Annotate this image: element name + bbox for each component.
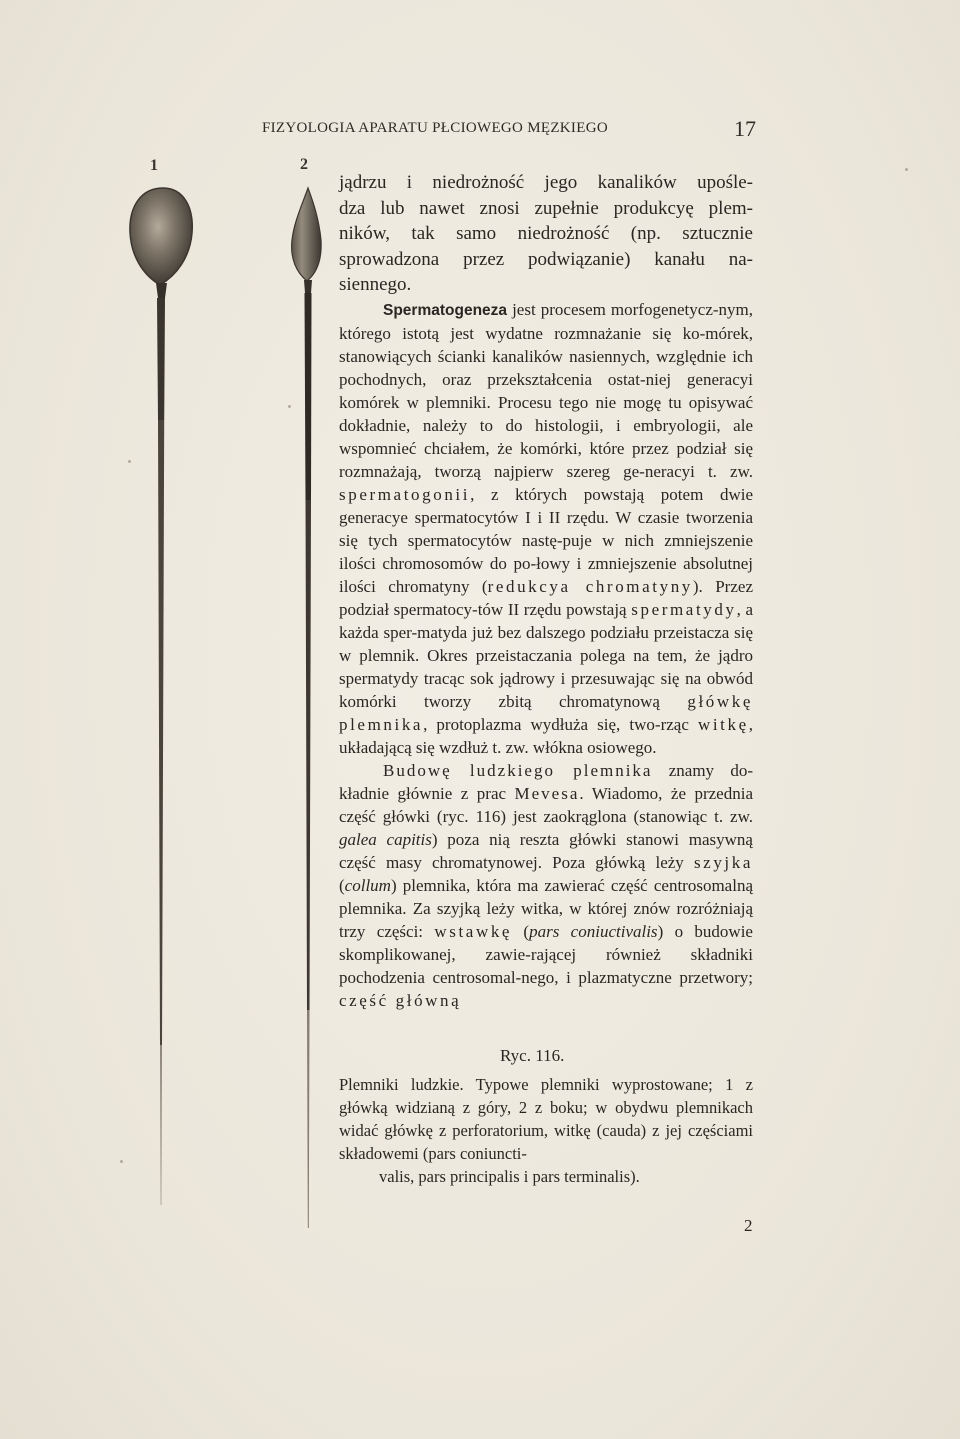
paper-speck: [905, 168, 908, 171]
sperm-2: [292, 188, 322, 1228]
term-witka: witkę: [697, 714, 749, 734]
paragraph-text: , protoplazma wydłuża się, two-rząc: [423, 714, 698, 734]
intro-line: dza lub nawet znosi zupełnie produkcyę plem-: [339, 197, 753, 219]
paper-speck: [120, 1160, 123, 1163]
paper-speck: [288, 405, 291, 408]
caption-text: [339, 1073, 753, 1188]
paragraph-text: ) o budowie skomplikowanej, zawie-rającej również składniki pochodzenia centrosomal-nego, i plazmatyczne przetwory;: [339, 921, 753, 987]
caption-last-line: valis, pars principalis i pars terminalis).: [379, 1167, 640, 1186]
running-title: FIZYOLOGIA APARATU PŁCIOWEGO MĘZKIEGO: [262, 120, 608, 136]
paragraph-text: (: [339, 875, 345, 895]
term-pars-coniuctivalis: pars coniuctivalis: [529, 921, 658, 941]
paragraph-text: . Wiadomo, że przednia część główki (ryc. 116) jest zaokrąglona (stanowiąc t. zw.: [339, 783, 753, 826]
term-wstawka: wstawkę: [434, 921, 513, 941]
paragraph-text: , z których powstają potem dwie generacye spermatocytów I i II rzędu. W czasie tworzenia się tych spermatocytów nastę-puje w nich zmniejszenie ilości chromosomów do po-łowy i zmniejszenie absolutnej ilości chromatyny (: [339, 484, 753, 596]
paragraph-text: (: [512, 921, 530, 941]
sperm-1-head: [130, 188, 192, 285]
term-spermatydy: spermatydy: [631, 599, 737, 619]
sperm-2-terminal-piece: [307, 1010, 310, 1228]
paragraph-text: ) poza nią reszta główki stanowi masywną część masy chromatynowej. Poza główką leży: [339, 829, 753, 872]
sperm-structure-paragraph: [339, 759, 753, 1012]
caption-body: Plemniki ludzkie. Typowe plemniki wyprostowane; 1 z główką widzianą z góry, 2 z boku; w obydwu plemnikach widać główkę z perforatorium, witkę (cauda) z jej częściami składowemi (pars coniuncti-: [339, 1075, 753, 1163]
term-budowa-plemnika: Budowę ludzkiego plemnika: [383, 760, 653, 780]
term-spermatogonii: spermatogonii: [339, 484, 471, 504]
intro-line: ników, tak samo niedrożność (np. sztucznie: [339, 223, 753, 245]
author-meves: Mevesa: [514, 783, 580, 803]
figure-label-2: 2: [300, 156, 308, 173]
paragraph-text: ) plemnika, która ma zawierać część centrosomalną plemnika. Za szyjką leży witka, w której znów rozróżniają trzy części:: [339, 875, 753, 941]
main-text: [339, 170, 753, 1012]
paragraph-text: ). Przez podział spermatocy-tów II rzędu powstają: [339, 576, 753, 619]
intro-paragraph: [339, 170, 753, 298]
page-number: 17: [734, 116, 756, 141]
spermatogenesis-paragraph: [339, 298, 753, 759]
term-szyjka: szyjka: [693, 852, 753, 872]
paragraph-text: , a każda sper-matyda już bez dalszego podziału przeistacza się w plemnik. Okres przeistaczania polega na tem, że jądro spermatydy tracąc sok jądrowy i przesuwając się na obwód komórki tworzy zbitą chromatynową: [339, 599, 754, 711]
figure-label-1: 1: [150, 157, 158, 174]
term-glowka-plemnika: główkę plemnika: [339, 691, 753, 734]
figure-caption: [339, 1073, 753, 1188]
figure-caption-title: Ryc. 116.: [500, 1046, 565, 1065]
signature-mark: 2: [744, 1216, 753, 1235]
paragraph-text: jest procesem morfogenetycz-nym, którego istotą jest wydatne rozmnażanie się ko-mórek, stanowiących ścianki kanalików nasiennych, względnie ich pochodnych, oraz przekształcenia ostat-niej generacyi komórek w plemniki. Procesu tego nie mogę tu opisywać dokładnie, należy to do histologii, i embryologii, ale wspomnieć chciałem, że komórki, które przez podział się rozmnażają, tworzą najpierw szereg ge-neracyi t. zw.: [339, 299, 753, 481]
paper-speck: [128, 460, 131, 463]
intro-line: sprowadzona przez podwiązanie) kanału na-: [339, 248, 753, 270]
sperm-2-neck: [304, 280, 312, 293]
sperm-2-head: [292, 188, 322, 281]
sperm-1: [130, 188, 192, 1205]
paragraph-text: znamy do-kładnie głównie z prac: [339, 760, 753, 803]
sperm-1-principal-piece: [158, 420, 164, 1045]
intro-line: jądrzu i niedrożność jego kanalików upośle-: [339, 172, 753, 193]
sperm-2-middle-piece: [305, 293, 312, 500]
term-redukcya: redukcya chromatyny: [487, 576, 693, 596]
sperm-2-principal-piece: [306, 500, 312, 1010]
sperm-1-middle-piece: [157, 298, 165, 420]
intro-line: siennego.: [339, 274, 412, 296]
term-spermatogeneza: Spermatogeneza: [383, 301, 508, 319]
term-galea-capitis: galea capitis: [339, 829, 432, 849]
term-collum: collum: [344, 875, 391, 895]
sperm-1-terminal-piece: [160, 1045, 162, 1205]
sperm-1-neck: [156, 283, 167, 298]
paragraph-text: , układającą się wzdłuż t. zw. włókna osiowego.: [339, 714, 753, 757]
term-czesc-glowna: część główną: [339, 990, 462, 1010]
